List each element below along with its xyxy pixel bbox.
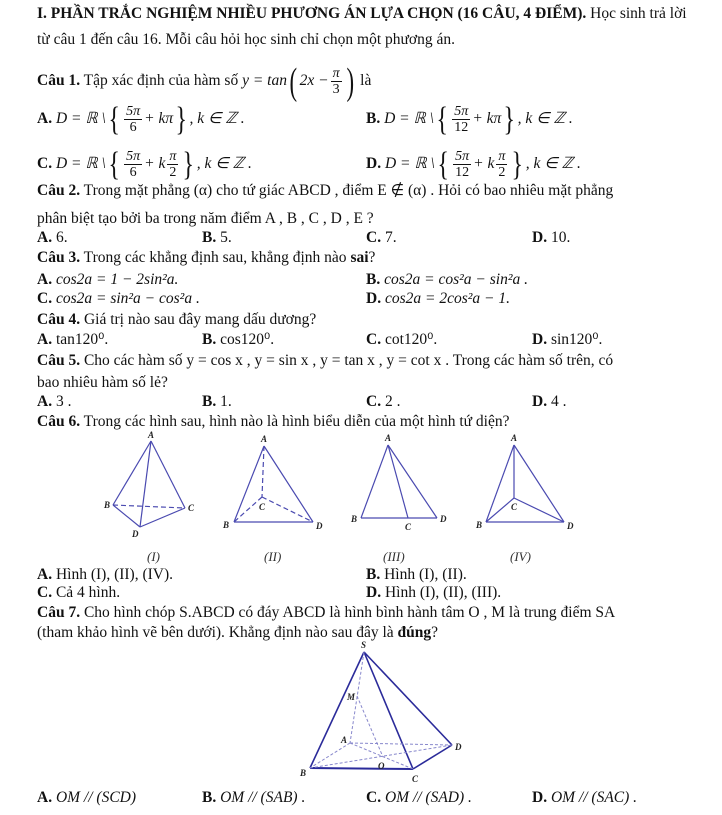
- figure-caption: (I): [147, 549, 160, 564]
- q4-option-a[interactable]: A. tan120⁰.: [37, 331, 109, 348]
- q2-option-c[interactable]: C. 7.: [366, 229, 397, 246]
- vertex-label: C: [405, 522, 412, 532]
- q4-option-d[interactable]: D. sin120⁰.: [532, 331, 603, 348]
- vertex-label: O: [378, 761, 385, 771]
- tetrahedron-figure-1: [113, 441, 185, 527]
- vertex-label: C: [188, 503, 195, 513]
- vertex-label: C: [412, 774, 419, 784]
- vertex-label: B: [104, 500, 111, 510]
- question-3: Câu 3. Trong các khẳng định sau, khẳng định nào sai?: [37, 249, 376, 266]
- q5-option-c[interactable]: C. 2 .: [366, 393, 401, 410]
- vertex-label: A: [341, 735, 348, 745]
- vertex-label: A: [261, 434, 268, 444]
- q2-option-b[interactable]: B. 5.: [202, 229, 232, 246]
- vertex-label: D: [316, 521, 323, 531]
- vertex-label: A: [148, 430, 155, 440]
- q1-option-b[interactable]: B. D = ℝ \{ $\frac{5\pi}{12}$ + kπ} , k ∈ ℤ .: [366, 100, 573, 138]
- vertex-label: B: [351, 514, 358, 524]
- figure-caption: (IV): [510, 549, 531, 564]
- vertex-label: S: [361, 640, 367, 650]
- question-2-cont: phân biệt tạo bởi ba trong năm điểm A , B , C , D , E ?: [37, 210, 374, 227]
- vertex-label: B: [476, 520, 483, 530]
- vertex-label: D: [455, 742, 462, 752]
- vertex-label: D: [440, 514, 447, 524]
- question-5-cont: bao nhiêu hàm số lẻ?: [37, 374, 168, 391]
- q3-option-c[interactable]: C. cos2a = sin²a − cos²a .: [37, 290, 200, 307]
- q1-option-c[interactable]: C. D = ℝ \{ $\frac{5\pi}{6}$ + k $\frac{\pi}{2}$ } , k ∈ ℤ .: [37, 145, 252, 183]
- question-7-cont: (tham khảo hình vẽ bên dưới). Khẳng định nào sau đây là đúng?: [37, 624, 439, 641]
- q4-option-c[interactable]: C. cot120⁰.: [366, 331, 438, 348]
- q7-option-c[interactable]: C. OM // (SAD) .: [366, 789, 472, 806]
- question-4: Câu 4. Giá trị nào sau đây mang dấu dương?: [37, 311, 317, 328]
- question-6: Câu 6. Trong các hình sau, hình nào là hình biểu diễn của một hình tứ diện?: [37, 413, 510, 430]
- q3-option-b[interactable]: B. cos2a = cos²a − sin²a .: [366, 271, 528, 288]
- q7-option-a[interactable]: A. OM // (SCD): [37, 789, 137, 806]
- question-5: Câu 5. Cho các hàm số y = cos x , y = sin x , y = tan x , y = cot x . Trong các hàm số trên, có: [37, 352, 614, 369]
- pyramid-figure: [310, 652, 452, 769]
- vertex-label: A: [385, 433, 392, 443]
- vertex-label: B: [223, 520, 230, 530]
- vertex-label: C: [259, 502, 266, 512]
- vertex-label: D: [567, 521, 574, 531]
- vertex-label: M: [347, 692, 356, 702]
- vertex-label: D: [132, 529, 139, 539]
- question-2: Câu 2. Trong mặt phẳng (α) cho tứ giác ABCD , điểm E ∉ (α) . Hỏi có bao nhiêu mặt phẳng: [37, 182, 614, 199]
- tetrahedron-figure-3: [361, 445, 437, 518]
- q6-option-b[interactable]: B. Hình (I), (II).: [366, 566, 467, 583]
- q7-option-b[interactable]: B. OM // (SAB) .: [202, 789, 306, 806]
- q4-option-b[interactable]: B. cos120⁰.: [202, 331, 275, 348]
- question-7: Câu 7. Cho hình chóp S.ABCD có đáy ABCD là hình bình hành tâm O , M là trung điểm SA: [37, 604, 616, 621]
- q6-option-c[interactable]: C. Cả 4 hình.: [37, 584, 121, 601]
- q5-option-a[interactable]: A. 3 .: [37, 393, 72, 410]
- section-header: I. PHẦN TRẮC NGHIỆM NHIỀU PHƯƠNG ÁN LỰA CHỌN (16 CÂU, 4 ĐIỂM). Học sinh trả lời: [37, 5, 687, 22]
- q2-option-d[interactable]: D. 10.: [532, 229, 571, 246]
- q7-option-d[interactable]: D. OM // (SAC) .: [532, 789, 638, 806]
- q1-option-a[interactable]: A. D = ℝ \{ $\frac{5\pi}{6}$ + kπ} , k ∈ ℤ .: [37, 100, 245, 138]
- q3-option-d[interactable]: D. cos2a = 2cos²a − 1.: [366, 290, 510, 307]
- q6-option-d[interactable]: D. Hình (I), (II), (III).: [366, 584, 502, 601]
- q2-option-a[interactable]: A. 6.: [37, 229, 68, 246]
- vertex-label: A: [511, 433, 518, 443]
- figure-caption: (II): [264, 549, 282, 564]
- q3-option-a[interactable]: A. cos2a = 1 − 2sin²a.: [37, 271, 179, 288]
- q5-option-b[interactable]: B. 1.: [202, 393, 232, 410]
- section-instructions: từ câu 1 đến câu 16. Mỗi câu hỏi học sinh chỉ chọn một phương án.: [37, 31, 456, 48]
- q5-option-d[interactable]: D. 4 .: [532, 393, 567, 410]
- tetrahedron-figure-4: [486, 445, 564, 522]
- question-1: Câu 1. Tập xác định của hàm số y = tan( 2x − $\frac{\pi}{3}$ ) là: [37, 60, 372, 103]
- q6-option-a[interactable]: A. Hình (I), (II), (IV).: [37, 566, 174, 583]
- vertex-label: B: [300, 768, 307, 778]
- q1-option-d[interactable]: D. D = ℝ \{ $\frac{5\pi}{12}$ + k $\frac{\pi}{2}$ } , k ∈ ℤ .: [366, 145, 581, 183]
- tetrahedron-figure-2: [234, 446, 313, 522]
- figure-caption: (III): [383, 549, 405, 564]
- vertex-label: C: [511, 502, 518, 512]
